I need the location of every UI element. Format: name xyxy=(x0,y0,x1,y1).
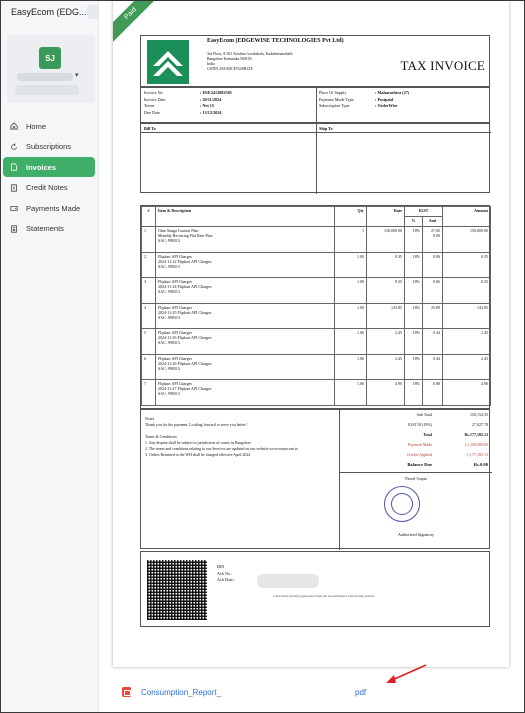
notes: Notes Thank you for the payment. Looking forward to serve you better! Terms & Conditions 1. Any dispute shall be subject to jurisdiction of courts in Bangalore 2. The terms and conditions relating to our Services are updated on our website www.easyecom.io 3. Orders Returned to the WH shall be charged effective April 2024 xyxy=(145,417,298,457)
sidebar-item-credit-notes[interactable] xyxy=(3,178,95,198)
sidebar-item-label: Invoices xyxy=(26,162,57,172)
signatory-name: Pawel Gupta xyxy=(405,476,427,481)
table-row: 2 Flipkart API Charges 2024-11-22 Flipkart API Charges SAC: 998313 1.00 0.35 18% 0.06 0.35 xyxy=(142,252,491,278)
avatar: SJ xyxy=(39,47,61,69)
ship-to-label: Ship To xyxy=(319,126,333,131)
logo-chevrons-icon xyxy=(147,40,189,84)
invoice-info-right: Place Of Supply : Maharashtra (27) Payment Mode Type : Postpaid Subscription Type : OrderWise xyxy=(319,90,410,109)
wallet-icon xyxy=(9,203,19,213)
balance-due-row: Balance Due Rs.0.00 xyxy=(407,462,488,467)
sidebar xyxy=(1,1,99,712)
refresh-icon xyxy=(9,142,19,152)
table-row: 1 Ghar Sauga Custom Plan Monthly Recurring Flat Rate Plan SAC: 998313 1 150,000.00 18% 27,00 0.00 150,000.00 xyxy=(142,227,491,253)
home-icon xyxy=(9,121,19,131)
table-row: 5 Flipkart API Charges 2024-11-26 Flipkart API Charges SAC: 998313 1.00 2.45 18% 0.44 2.45 xyxy=(142,329,491,355)
table-row: 6 Flipkart API Charges 2024-11-26 Flipkart API Charges SAC: 998313 1.00 2.45 18% 0.44 2.45 xyxy=(142,354,491,380)
profile-subtitle-redacted xyxy=(15,85,79,95)
totals-block xyxy=(339,410,491,550)
sidebar-item-subscriptions[interactable] xyxy=(3,137,95,157)
totals-section xyxy=(140,409,490,549)
sidebar-item-label: Credit Notes xyxy=(26,183,68,193)
irn-details: IRN Ack No : Ack Date : xyxy=(217,564,236,582)
table-row: 4 Flipkart API Charges 2024-11-25 Flipkart API Charges SAC: 998313 1.00 143.85 18% 25.89 143.85 xyxy=(142,303,491,329)
credit-note-icon xyxy=(9,183,19,193)
attachment-link[interactable]: Consumption_Report_ xyxy=(141,687,222,697)
qr-code xyxy=(147,560,207,620)
bill-ship-section xyxy=(140,123,490,193)
company-logo xyxy=(147,40,189,84)
bill-to-label: Bill To xyxy=(144,126,156,131)
sidebar-item-label: Payments Made xyxy=(26,203,81,213)
items-section xyxy=(140,205,490,409)
table-row: 3 Flipkart API Charges 2024-11-24 Flipkart API Charges SAC: 998313 1.00 0.35 18% 0.06 0.35 xyxy=(142,278,491,304)
profile-card[interactable] xyxy=(7,35,95,103)
divider xyxy=(340,472,492,473)
document-title: TAX INVOICE xyxy=(400,58,485,73)
sidebar-item-invoices[interactable] xyxy=(3,157,95,177)
total-row: Total Rs.177,182.13 xyxy=(423,432,488,437)
subtotal-row: Sub Total 150,154.35 xyxy=(416,412,488,417)
sidebar-item-label: Statements xyxy=(26,224,64,234)
profile-name-redacted xyxy=(17,73,73,81)
chevron-down-icon[interactable]: ▾ xyxy=(75,72,79,79)
invoice-info-left: Invoice No : EEE2412002503 Invoice Date : 20/11/2024 Terms : Net 15 Due Date : 13/12/2024 xyxy=(144,90,232,115)
attachment-row[interactable] xyxy=(113,677,509,707)
divider xyxy=(316,124,317,194)
items-table: # Item & Description Qty Rate IGST Amount % Amt 1 Ghar Sauga Custom Plan Monthly Recurring Flat Rate Plan SAC: 998313 1 150,000.00 18% 27,00 0.00 150,000.00 2 Flipkart API Charges 2024-11-22 Flipkart API Charges SAC: 998313 1.00 0.35 18% 0.06 0.35 3 Flipkart API Charges 2024-11-24 Flipkart API Charges SAC: 998313 1.00 0.35 18% 0.06 0.35 4 Flipkart API Charges 2024-11-25 Flipkart API Charges SAC: 998313 1.00 143.85 18% 25.89 143.85 5 Flipkart API Charges 2024-11-26 Flipkart API Charges SAC: 998313 1.00 2.45 18% 0.44 2.45 6 Flipkart API Charges 2024-11-26 Flipkart API Charges SAC: 998313 1.00 2.45 18% 0.44 2.45 7 Flipkart API Charges 2024-11-27 Flipkart API Charges SAC: 998313 1.00 4.90 18% 0.88 4.90 xyxy=(141,206,491,406)
paid-ribbon: Paid xyxy=(113,1,164,47)
payment-made-row: Payment Made (-) 100,000.00 xyxy=(407,442,488,447)
sidebar-item-label: Home xyxy=(26,121,47,131)
company-stamp xyxy=(384,486,420,522)
credits-applied-row: Credits Applied (-) 77,182.13 xyxy=(406,452,488,457)
signatory-label: Authorized Signatory xyxy=(397,532,435,537)
main-content xyxy=(100,1,524,712)
invoice-header xyxy=(140,35,490,87)
invoice-document xyxy=(140,27,490,637)
pdf-icon xyxy=(122,687,131,697)
einvoice-section xyxy=(140,551,490,627)
sidebar-item-label: Subscriptions xyxy=(26,142,72,152)
collapse-sidebar-button[interactable] xyxy=(87,5,99,19)
document-icon xyxy=(9,162,19,172)
attachment-extension[interactable]: pdf xyxy=(355,687,367,697)
table-row: 7 Flipkart API Charges 2024-11-27 Flipkart API Charges SAC: 998313 1.00 4.90 18% 0.88 4.90 xyxy=(142,380,491,406)
invoice-preview[interactable] xyxy=(113,1,509,667)
redacted-irn xyxy=(257,574,319,588)
sidebar-item-home[interactable] xyxy=(3,116,95,136)
invoice-info xyxy=(140,87,490,123)
tax-row: IGST18 (18%) 27,027.78 xyxy=(408,422,488,427)
app-title: EasyEcom (EDG... xyxy=(11,7,87,17)
sidebar-item-payments-made[interactable] xyxy=(3,198,95,218)
divider xyxy=(316,88,317,124)
list-icon xyxy=(9,224,19,234)
einvoice-footnote: e-Invoicing detail(s) generated from the Government's e-Invoicing system. xyxy=(273,594,375,598)
company-address: 3rd Floor, A-021 Krishna Gorakshala, Kadubeesanahalli Bangalore Karnataka 560103 India GSTIN 29AADCE5540H1ZE xyxy=(207,52,293,71)
sidebar-nav xyxy=(3,116,95,240)
company-name: EasyEcom (EDGEWISE TECHNOLOGIES Pvt Ltd) xyxy=(207,38,344,44)
sidebar-item-statements[interactable] xyxy=(3,219,95,239)
